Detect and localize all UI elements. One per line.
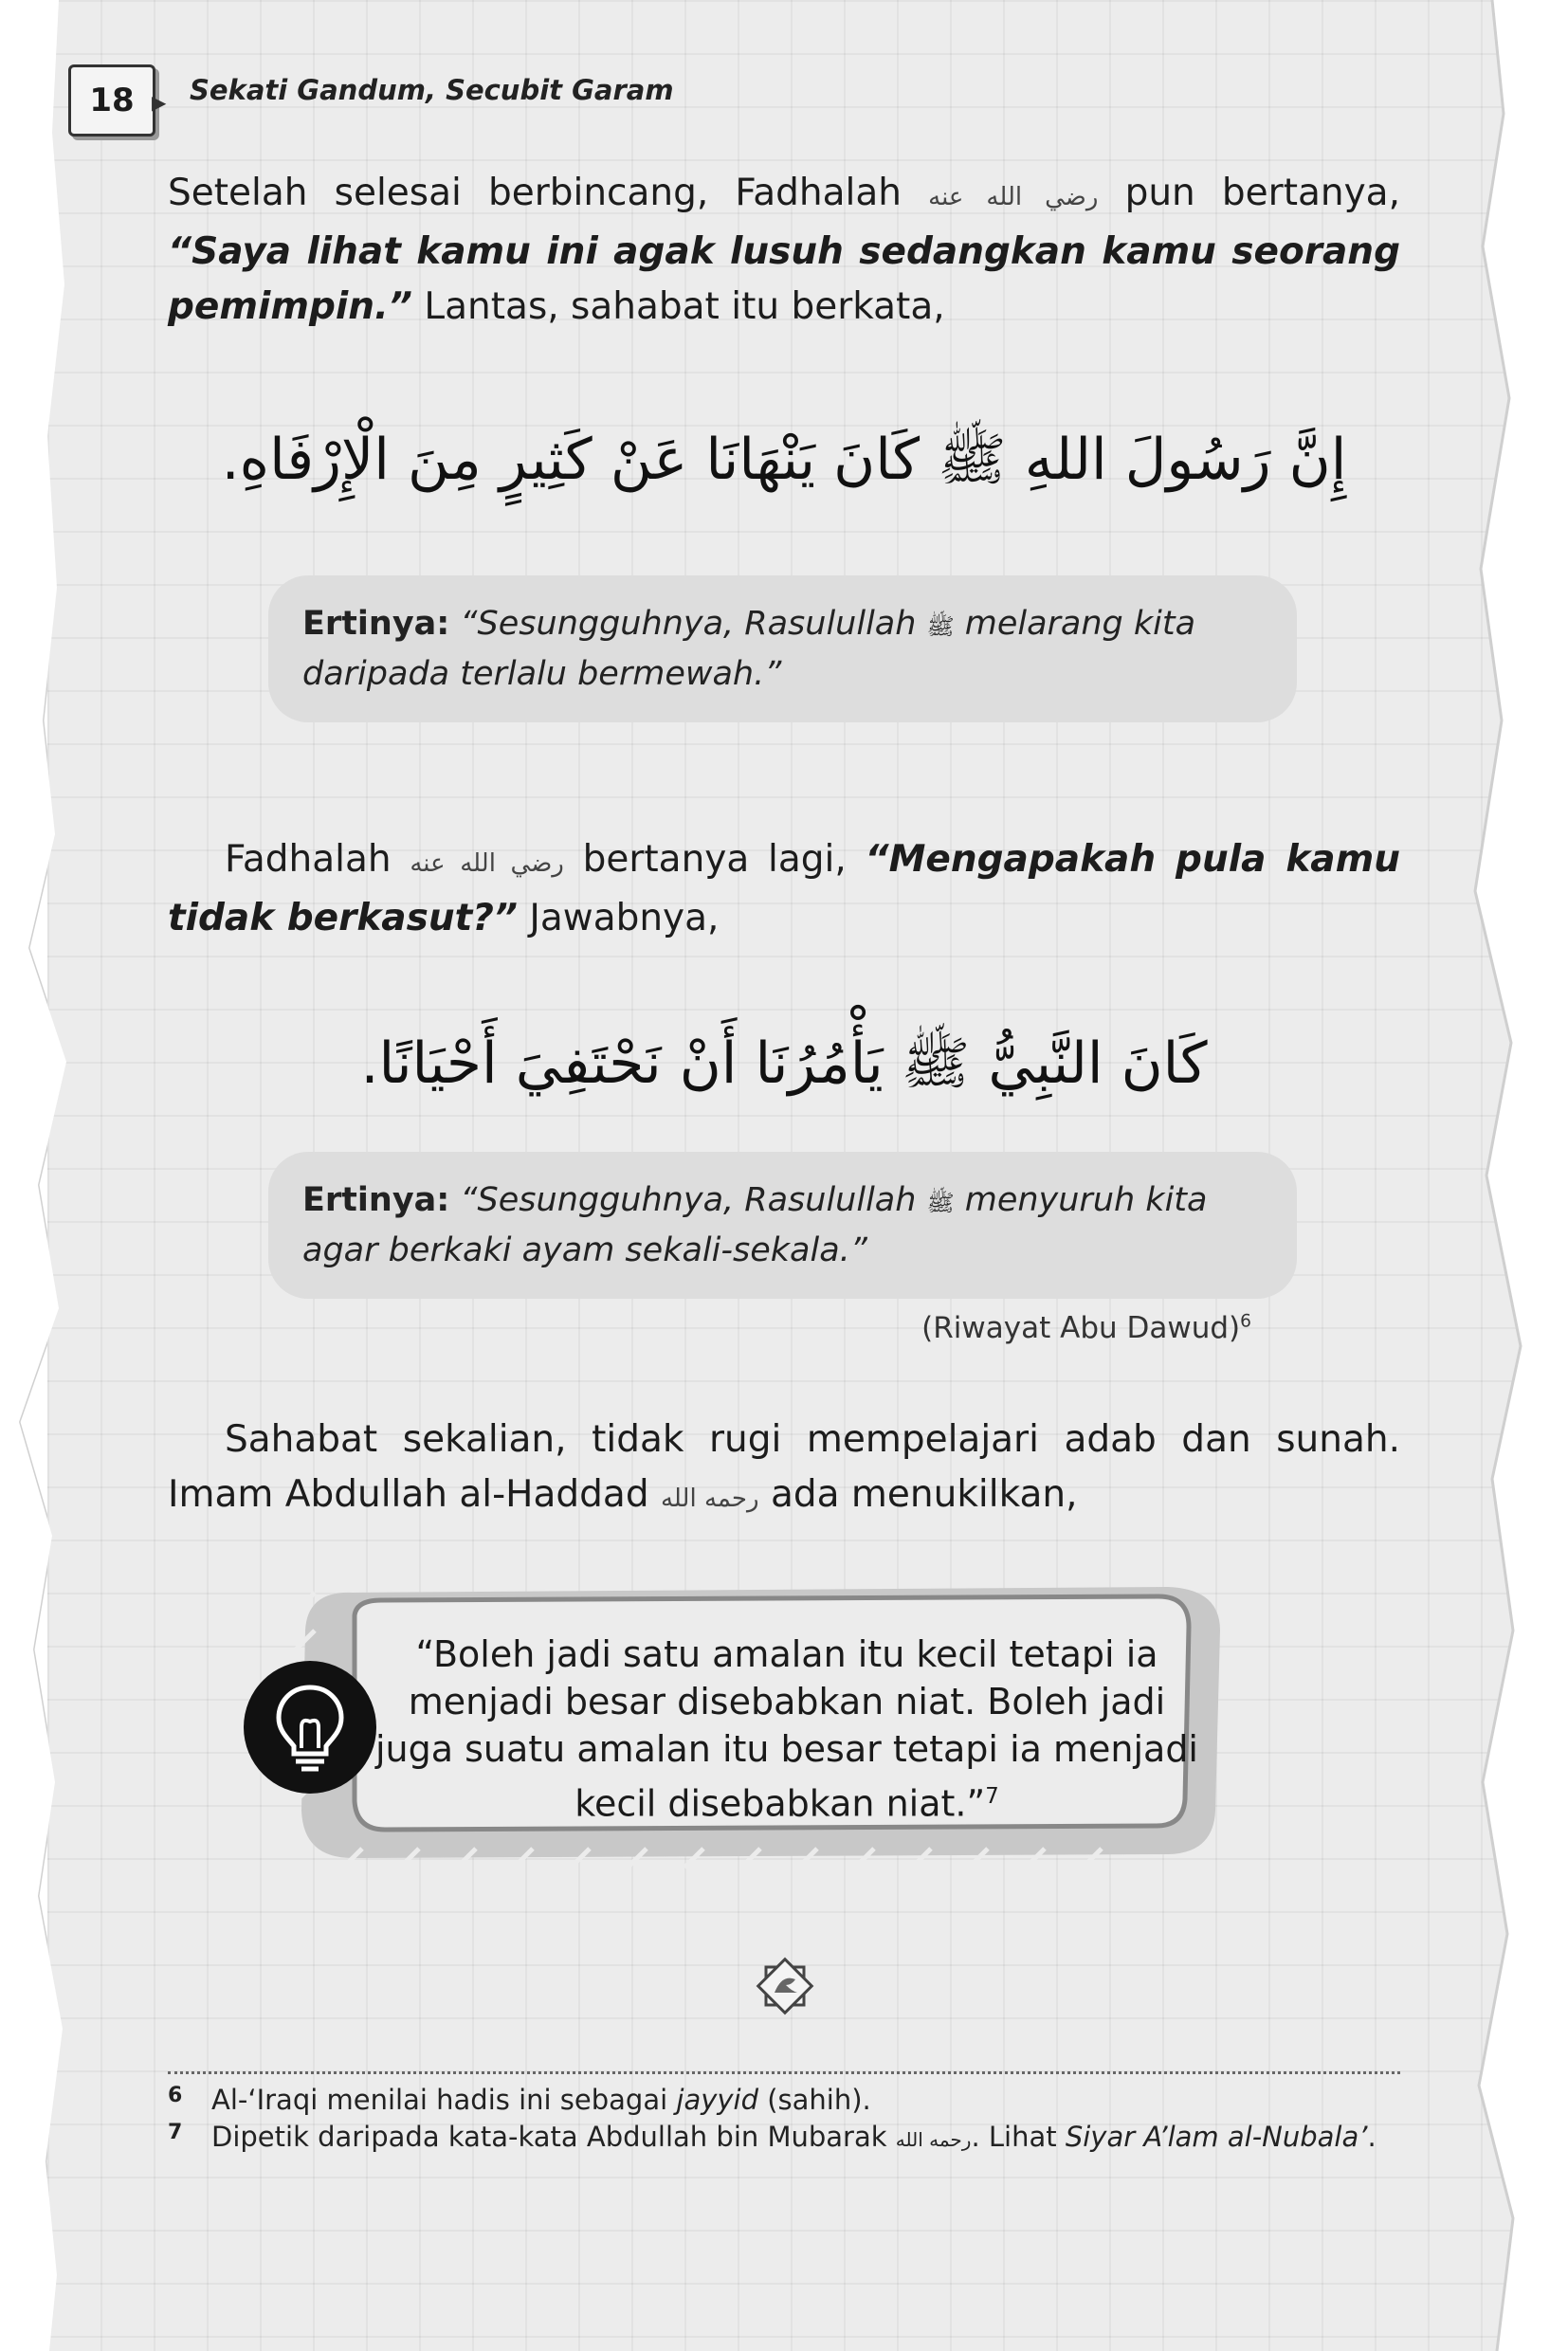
honorific-symbol: رضي الله عنه [928, 183, 1099, 211]
page-number: 18 [68, 64, 155, 137]
footnote-ref: 6 [1240, 1311, 1251, 1332]
footnote-text: (sahih). [767, 2084, 871, 2116]
translation-label: Ertinya: [302, 605, 450, 643]
torn-edge-left-overlay [0, 0, 114, 2351]
para2-quote: “Mengapakah pula kamu tidak berkasut?” [168, 838, 1400, 939]
footnote-text: . Lihat [971, 2121, 1057, 2153]
honorific-symbol: ﷺ [926, 1190, 955, 1216]
arabic-hadith-1: إِنَّ رَسُولَ اللهِ ﷺ كَانَ يَنْهَانَا عَنْ كَثِيرٍ مِنَ الْإِرْفَاهِ. [221, 427, 1347, 493]
footnote-7 [168, 2118, 1400, 2159]
translation-label: Ertinya: [302, 1181, 450, 1219]
citation-text: (Riwayat Abu Dawud) [921, 1311, 1241, 1345]
translation-box-2 [268, 1152, 1297, 1299]
page-arrow-icon: ▶ [152, 91, 167, 114]
ornament-star-icon [754, 1955, 816, 2017]
para1-mid: pun bertanya, [1124, 172, 1400, 214]
paragraph-3 [168, 1412, 1400, 1526]
footnote-text: Dipetik daripada kata-kata Abdullah bin Mubarak [211, 2121, 887, 2153]
trans1-text-a: “Sesungguhnya, Rasulullah [460, 605, 917, 643]
honorific-symbol: رضي الله عنه [410, 849, 564, 878]
footnote-number: 6 [168, 2084, 183, 2107]
lightbulb-icon [244, 1661, 376, 1794]
translation-box-1 [268, 575, 1297, 722]
para1-tail: Lantas, sahabat itu berkata, [424, 285, 945, 328]
honorific-symbol: رحمه الله [660, 1485, 759, 1513]
footnote-ref: 7 [985, 1784, 999, 1809]
footnote-italic: Siyar A’lam al-Nubala’ [1065, 2121, 1368, 2153]
footnote-number: 7 [168, 2121, 183, 2144]
footnote-divider [168, 2071, 1400, 2074]
para2-lead: Fadhalah [225, 838, 392, 881]
trans2-text-b: menyuruh kita agar berkaki ayam sekali-sekala.” [302, 1181, 1208, 1269]
para3-tail: ada menukilkan, [770, 1473, 1078, 1516]
honorific-symbol: رحمه الله [895, 2128, 972, 2151]
para2-tail: Jawabnya, [529, 897, 720, 939]
trans1-text-b: melarang kita daripada terlalu bermewah.” [302, 605, 1196, 693]
footnote-text: . [1367, 2121, 1377, 2153]
quote-body: “Boleh jadi satu amalan itu kecil tetapi ia menjadi besar disebabkan niat. Boleh jadi juga suatu amalan itu besar tetapi ia menjadi kecil disebabkan niat.” [374, 1633, 1198, 1825]
arabic-hadith-2: كَانَ النَّبِيُّ ﷺ يَأْمُرُنَا أَنْ نَحْتَفِيَ أَحْيَانًا. [360, 1030, 1208, 1097]
para1-lead: Setelah selesai berbincang, Fadhalah [168, 172, 902, 214]
paragraph-1 [168, 166, 1400, 335]
running-title: Sekati Gandum, Secubit Garam [190, 74, 674, 106]
footnote-text: Al-‘Iraqi menilai hadis ini sebagai [211, 2084, 668, 2116]
para3-lead: Sahabat sekalian, tidak rugi mempelajari adab dan sunah. Imam Abdullah al-Haddad [168, 1418, 1400, 1516]
footnote-6 [168, 2081, 1400, 2119]
quote-text [374, 1631, 1199, 1828]
footnote-italic: jayyid [676, 2084, 759, 2116]
citation [853, 1311, 1251, 1345]
trans2-text-a: “Sesungguhnya, Rasulullah [460, 1181, 917, 1219]
para1-quote: “Saya lihat kamu ini agak lusuh sedangkan kamu seorang pemimpin.” [168, 230, 1400, 328]
paragraph-2 [168, 832, 1400, 946]
torn-edge-right [1454, 0, 1568, 2351]
para2-mid: bertanya lagi, [582, 838, 847, 881]
honorific-symbol: ﷺ [926, 613, 955, 640]
